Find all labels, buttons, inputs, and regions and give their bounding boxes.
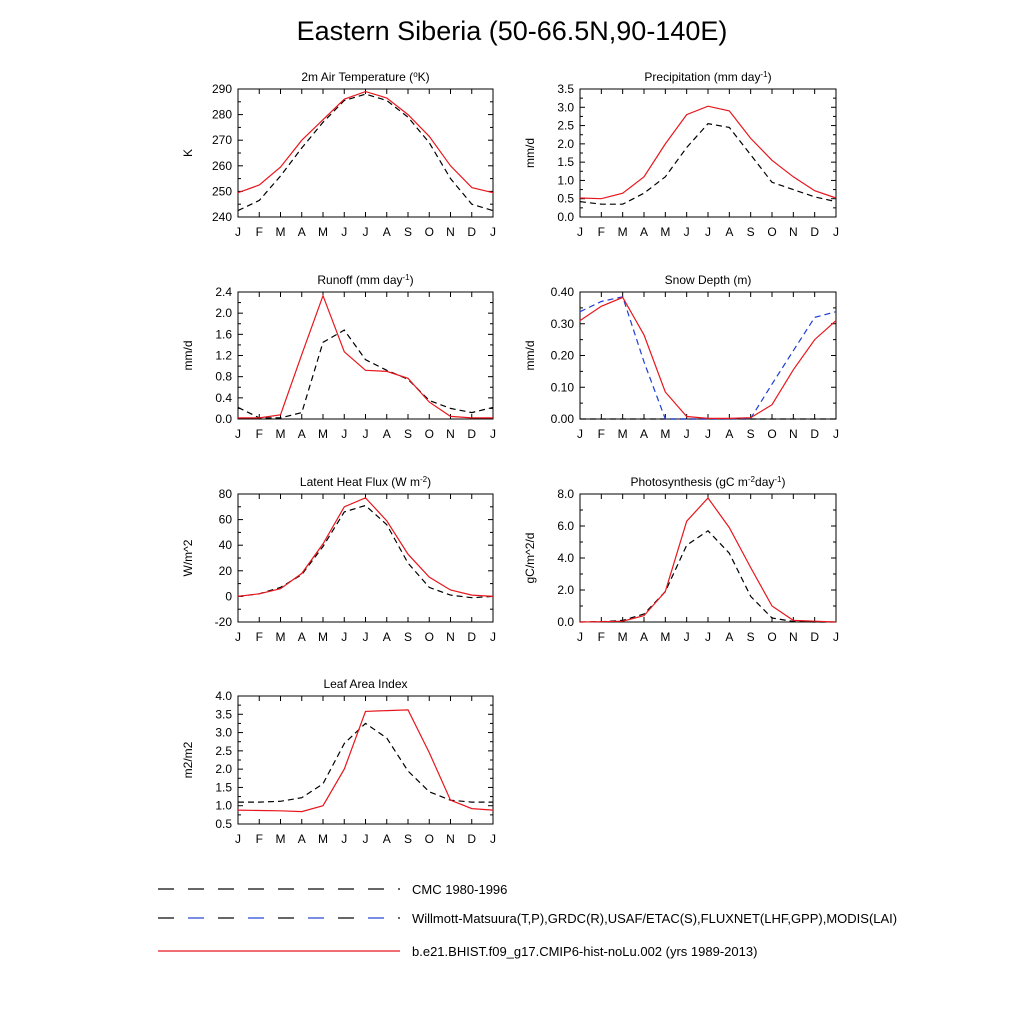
- x-tick-label: M: [275, 225, 286, 239]
- y-tick-label: 3.5: [215, 707, 232, 722]
- x-tick-label: J: [235, 630, 241, 644]
- x-tick-label: M: [617, 630, 628, 644]
- y-axis-label: mm/d: [181, 340, 195, 371]
- x-tick-label: S: [403, 630, 413, 644]
- x-tick-label: J: [362, 832, 369, 846]
- y-tick-label: 0.4: [215, 390, 232, 405]
- y-tick-label: 60: [218, 512, 232, 527]
- x-tick-label: N: [446, 427, 455, 441]
- y-tick-label: 4.0: [215, 689, 232, 703]
- x-tick-label: J: [683, 225, 690, 239]
- x-tick-label: J: [341, 832, 348, 846]
- chart-panel-precipitation: [523, 70, 839, 240]
- chart-title: Precipitation (mm day$^{-1}$): [644, 69, 772, 84]
- series-line-1: [238, 710, 493, 812]
- series-line-0: [580, 531, 836, 622]
- x-tick-label: A: [639, 630, 649, 644]
- y-tick-label: 3.5: [557, 82, 574, 96]
- chart-panel-air-temperature: [181, 70, 496, 240]
- x-tick-label: F: [255, 832, 263, 846]
- series-line-1: [580, 297, 836, 419]
- y-axis-label: gC/m^2/d: [523, 532, 537, 584]
- x-tick-label: S: [746, 630, 755, 644]
- x-tick-label: J: [235, 832, 241, 846]
- y-tick-label: 1.6: [215, 327, 232, 342]
- x-tick-label: N: [446, 630, 455, 644]
- series-line-2: [580, 297, 836, 418]
- x-tick-label: O: [767, 630, 777, 644]
- legend-item-0: [158, 882, 507, 897]
- chart-title: Snow Depth (m): [664, 273, 752, 287]
- y-tick-label: 0.00: [550, 412, 574, 426]
- x-tick-label: A: [639, 427, 649, 441]
- y-axis-label: K: [181, 148, 195, 158]
- x-tick-label: M: [660, 427, 671, 441]
- y-tick-label: 0.0: [557, 615, 574, 629]
- x-tick-label: A: [297, 427, 306, 441]
- x-tick-label: M: [318, 630, 328, 644]
- x-tick-label: D: [810, 427, 820, 441]
- x-tick-label: J: [341, 225, 348, 239]
- x-tick-label: J: [490, 225, 496, 239]
- chart-title: Runoff (mm day$^{-1}$): [317, 272, 414, 287]
- x-tick-label: J: [833, 427, 839, 441]
- x-tick-label: S: [403, 225, 413, 239]
- x-tick-label: O: [424, 832, 434, 846]
- x-tick-label: M: [617, 225, 628, 239]
- x-tick-label: M: [318, 832, 328, 846]
- legend-label: Willmott-Matsuura(T,P),GRDC(R),USAF/ETAC(S),FLUXNET(LHF,GPP),MODIS(LAI): [412, 911, 898, 926]
- x-tick-label: J: [577, 427, 583, 441]
- plot-frame: [238, 292, 493, 419]
- x-tick-label: J: [362, 225, 369, 239]
- y-axis-label: mm/d: [523, 340, 537, 371]
- y-tick-label: 0.40: [550, 285, 574, 299]
- x-tick-label: O: [767, 427, 777, 441]
- series-line-1: [580, 106, 836, 199]
- y-tick-label: 20: [218, 563, 232, 578]
- y-tick-label: 0.20: [550, 348, 574, 363]
- y-tick-label: 0: [225, 589, 232, 604]
- y-axis-label: W/m^2: [181, 539, 195, 577]
- x-tick-label: J: [490, 630, 496, 644]
- plot-frame: [580, 89, 836, 217]
- x-tick-label: M: [318, 225, 328, 239]
- y-tick-label: 6.0: [557, 519, 574, 533]
- x-tick-label: J: [683, 630, 690, 644]
- y-tick-label: 0.0: [215, 412, 232, 426]
- chart-title: Leaf Area Index: [323, 677, 408, 691]
- x-tick-label: F: [597, 427, 606, 441]
- y-tick-label: 0.30: [550, 316, 574, 331]
- x-tick-label: J: [577, 630, 583, 644]
- x-tick-label: A: [382, 427, 391, 441]
- plot-frame: [580, 494, 836, 622]
- y-tick-label: 0.10: [550, 380, 574, 395]
- x-tick-label: M: [318, 427, 328, 441]
- legend-label: CMC 1980-1996: [412, 882, 508, 897]
- chart-title: Latent Heat Flux (W $m^{-2}$): [299, 474, 432, 489]
- chart-panel-runoff: [181, 273, 496, 442]
- series-line-0: [580, 124, 836, 205]
- x-tick-label: A: [639, 225, 649, 239]
- y-tick-label: 1.0: [215, 798, 232, 813]
- x-tick-label: J: [362, 630, 369, 644]
- series-line-0: [238, 94, 493, 211]
- x-tick-label: N: [446, 832, 455, 846]
- y-tick-label: 3.0: [557, 100, 574, 115]
- y-tick-label: 80: [218, 487, 232, 501]
- x-tick-label: M: [617, 427, 628, 441]
- x-tick-label: S: [403, 427, 413, 441]
- plot-frame: [580, 292, 836, 419]
- x-tick-label: F: [255, 225, 263, 239]
- x-tick-label: J: [705, 427, 711, 441]
- x-tick-label: M: [660, 630, 671, 644]
- x-tick-label: D: [810, 225, 820, 239]
- y-tick-label: -20: [214, 615, 232, 629]
- y-tick-label: 1.2: [215, 348, 232, 363]
- x-tick-label: J: [235, 427, 241, 441]
- y-tick-label: 3.0: [215, 725, 232, 740]
- x-tick-label: S: [746, 427, 755, 441]
- y-tick-label: 240: [211, 210, 232, 224]
- y-tick-label: 2.0: [557, 136, 574, 151]
- y-tick-label: 0.5: [215, 817, 232, 831]
- x-tick-label: J: [490, 832, 496, 846]
- x-tick-label: F: [597, 630, 606, 644]
- x-tick-label: A: [725, 427, 734, 441]
- x-tick-label: J: [833, 225, 839, 239]
- x-tick-label: N: [788, 225, 798, 239]
- x-tick-label: F: [255, 427, 263, 441]
- y-tick-label: 2.5: [557, 118, 574, 133]
- series-line-0: [238, 506, 493, 598]
- x-tick-label: A: [297, 630, 306, 644]
- x-tick-label: N: [788, 427, 798, 441]
- x-tick-label: D: [467, 832, 477, 846]
- x-tick-label: J: [341, 630, 348, 644]
- x-tick-label: M: [660, 225, 671, 239]
- x-tick-label: M: [275, 832, 286, 846]
- plot-frame: [238, 89, 493, 217]
- x-tick-label: N: [788, 630, 798, 644]
- x-tick-label: J: [705, 225, 711, 239]
- x-tick-label: A: [382, 832, 391, 846]
- x-tick-label: J: [705, 630, 711, 644]
- y-axis-label: mm/d: [523, 138, 537, 168]
- x-tick-label: J: [683, 427, 690, 441]
- x-tick-label: N: [446, 225, 455, 239]
- legend: [158, 882, 897, 959]
- y-tick-label: 2.0: [215, 762, 232, 777]
- chart-panel-latent-heat-flux: [181, 475, 496, 645]
- y-tick-label: 270: [211, 133, 232, 148]
- y-tick-label: 2.4: [215, 285, 232, 299]
- x-tick-label: D: [467, 427, 477, 441]
- chart-panel-snow-depth: [523, 273, 839, 441]
- y-tick-label: 2.0: [557, 583, 574, 597]
- x-tick-label: S: [403, 832, 413, 846]
- y-tick-label: 2.0: [215, 306, 232, 321]
- y-tick-label: 1.0: [557, 173, 574, 188]
- y-tick-label: 0.5: [557, 191, 574, 206]
- y-tick-label: 250: [211, 184, 232, 199]
- y-tick-label: 1.5: [557, 155, 574, 170]
- x-tick-label: A: [297, 832, 306, 846]
- y-tick-label: 260: [211, 158, 232, 173]
- x-tick-label: M: [275, 427, 286, 441]
- x-tick-label: O: [424, 225, 434, 239]
- x-tick-label: D: [467, 630, 477, 644]
- x-tick-label: J: [362, 427, 369, 441]
- legend-label: b.e21.BHIST.f09_g17.CMIP6-hist-noLu.002 (yrs 1989-2013): [412, 944, 758, 959]
- chart-title: 2m Air Temperature ($^o$K): [301, 69, 430, 84]
- x-tick-label: A: [725, 630, 734, 644]
- y-tick-label: 4.0: [557, 551, 574, 565]
- y-tick-label: 2.5: [215, 743, 232, 758]
- legend-item-1: [158, 911, 897, 926]
- y-axis-label: m2/m2: [181, 741, 195, 779]
- series-line-0: [238, 330, 493, 418]
- x-tick-label: F: [255, 630, 263, 644]
- x-tick-label: D: [810, 630, 820, 644]
- x-tick-label: J: [235, 225, 241, 239]
- x-tick-label: O: [767, 225, 777, 239]
- series-line-1: [580, 498, 836, 622]
- x-tick-label: J: [833, 630, 839, 644]
- chart-panel-leaf-area-index: [181, 677, 496, 846]
- x-tick-label: J: [341, 427, 348, 441]
- series-line-1: [238, 296, 493, 418]
- y-tick-label: 0.8: [215, 369, 232, 384]
- x-tick-label: D: [467, 225, 477, 239]
- y-tick-label: 0.0: [557, 210, 574, 224]
- chart-title: Photosynthesis (gC $m^{-2}day^{-1}$): [630, 474, 786, 489]
- x-tick-label: O: [424, 427, 434, 441]
- x-tick-label: J: [490, 427, 496, 441]
- series-line-0: [238, 723, 493, 802]
- y-tick-label: 290: [211, 82, 232, 96]
- x-tick-label: A: [382, 225, 391, 239]
- y-tick-label: 280: [211, 107, 232, 122]
- plot-frame: [238, 696, 493, 824]
- x-tick-label: F: [597, 225, 606, 239]
- x-tick-label: M: [275, 630, 286, 644]
- series-line-1: [238, 498, 493, 597]
- series-line-1: [238, 92, 493, 193]
- x-tick-label: A: [297, 225, 306, 239]
- x-tick-label: O: [424, 630, 434, 644]
- y-tick-label: 40: [218, 538, 232, 553]
- x-tick-label: A: [725, 225, 734, 239]
- chart-panel-photosynthesis: [523, 475, 839, 645]
- y-tick-label: 8.0: [557, 487, 574, 501]
- x-tick-label: J: [577, 225, 583, 239]
- legend-item-2: [158, 944, 757, 959]
- plot-frame: [238, 494, 493, 622]
- y-tick-label: 1.5: [215, 780, 232, 795]
- x-tick-label: A: [382, 630, 391, 644]
- page-title: Eastern Siberia (50-66.5N,90-140E): [296, 16, 728, 46]
- x-tick-label: S: [746, 225, 755, 239]
